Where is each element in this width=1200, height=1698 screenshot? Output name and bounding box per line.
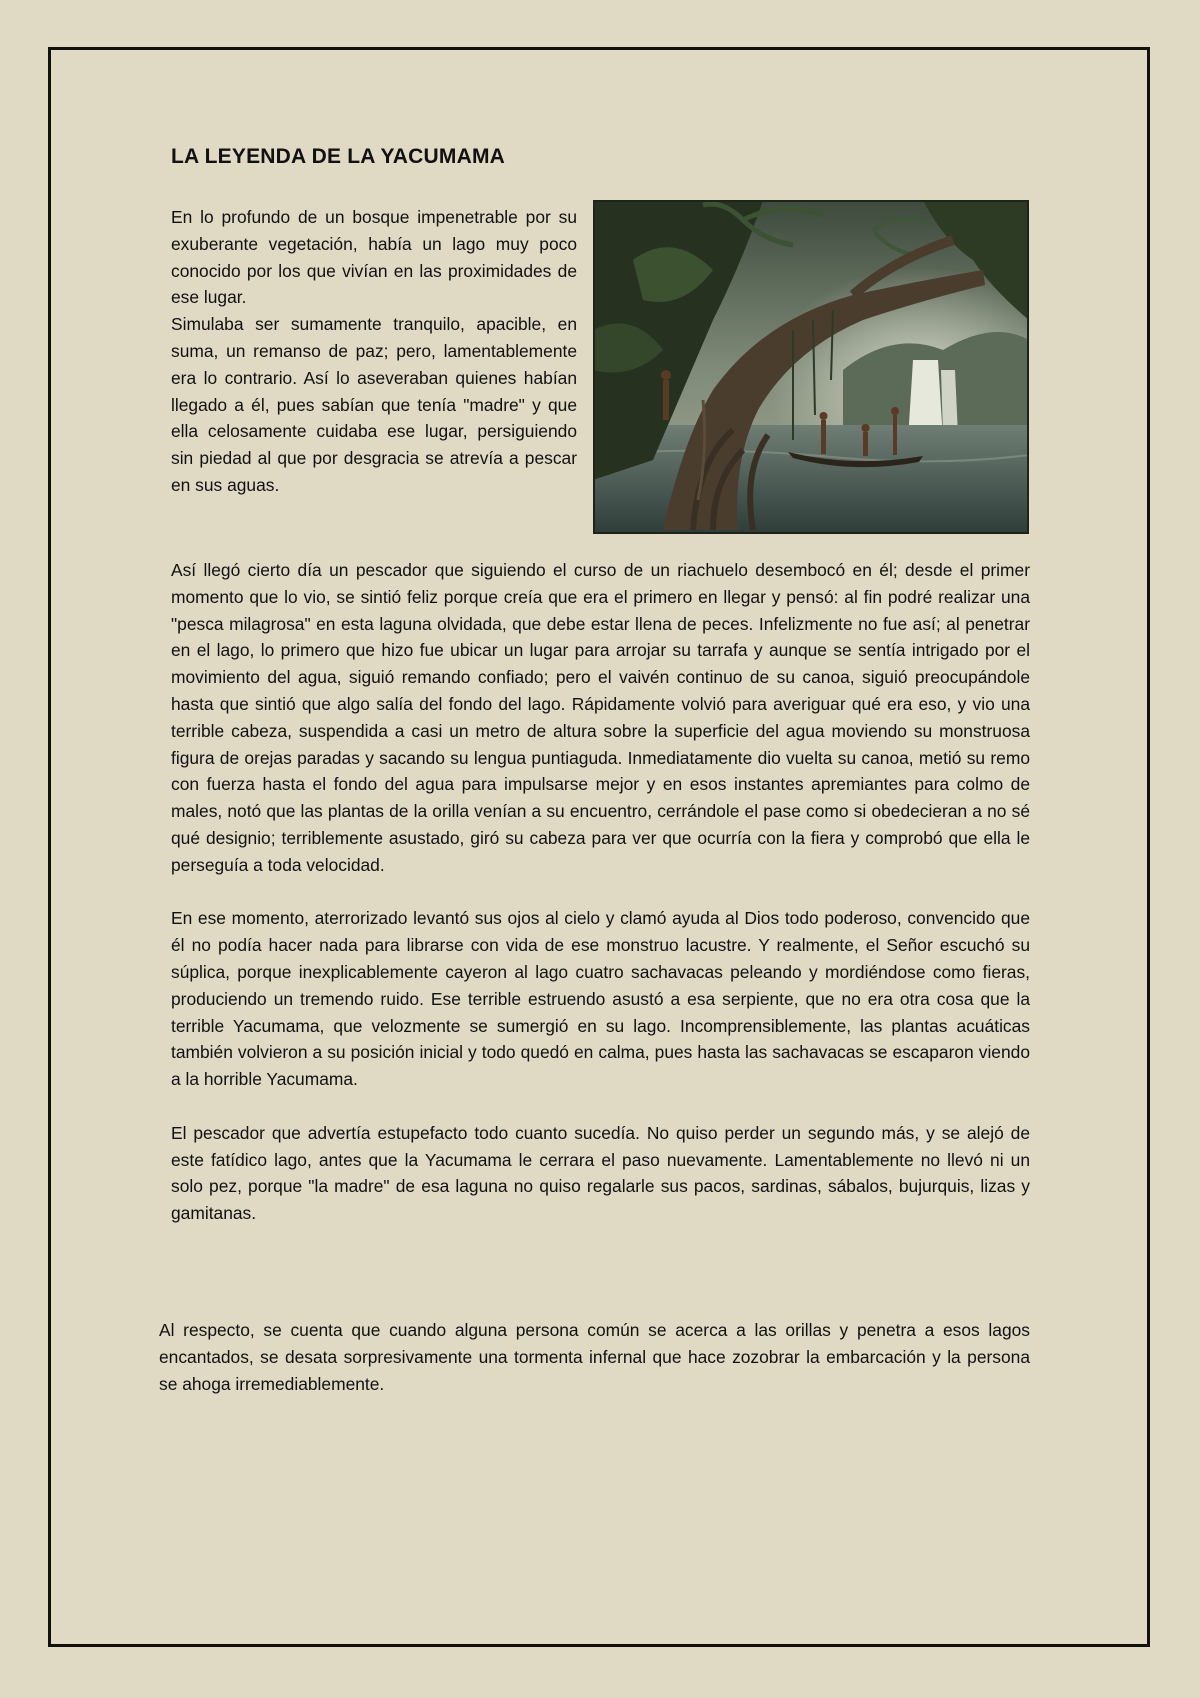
story-paragraph: Así llegó cierto día un pescador que siguiendo el curso de un riachuelo desembocó en él; desde el primer momento que lo vio, se sintió feliz porque creía que era el primero en llegar y pensó: al fin podré realizar una "pesca milagrosa" en esta laguna olvidada, que debe estar llena de peces. Infelizmente no fue así; al penetrar en el lago, lo primero que hizo fue ubicar un lugar para arrojar su tarrafa y aunque se sentía intrigado por el movimiento del agua, siguió remando confiado; pero el vaivén continuo de su canoa, siguió preocupándole hasta que sintió que algo salía del fondo del lago. Rápidamente volvió para averiguar qué era eso, y vio una terrible cabeza, suspendida a casi un metro de altura sobre la superficie del agua moviendo su monstruosa figura de orejas paradas y sacando su lengua puntiaguda. Inmediatamente dio vuelta su canoa, metió su remo con fuerza hasta el fondo del agua para impulsarse mejor y en esos instantes apremiantes para colmo de males, notó que las plantas de la orilla venían a su encuentro, cerrándole el pase como si obedecieran a no sé qué designio; terriblemente asustado, giró su cabeza para ver que ocurría con la fiera y comprobó que ella le perseguía a toda velocidad.: [171, 560, 1030, 875]
jungle-lake-illustration: [593, 200, 1029, 534]
jungle-lake-painting: [593, 200, 1029, 534]
story-paragraph: En ese momento, aterrorizado levantó sus ojos al cielo y clamó ayuda al Dios todo poderoso, convencido que él no podía hacer nada para librarse con vida de ese monstruo lacustre. Y realmente, el Señor escuchó su súplica, porque inexplicablemente cayeron al lago cuatro sachavacas peleando y mordiéndose como fieras, produciendo un tremendo ruido. Ese terrible estruendo asustó a esa serpiente, que no era otra cosa que la terrible Yacumama, que velozmente se sumergió en su lago. Incomprensiblemente, las plantas acuáticas también volvieron a su posición inicial y todo quedó en calma, pues hasta las sachavacas se escaparon viendo a la horrible Yacumama.: [171, 908, 1030, 1090]
story-body: [171, 557, 1030, 1227]
closing-paragraph: Al respecto, se cuenta que cuando alguna persona común se acerca a las orillas y penetra a esos lagos encantados, se desata sorpresivamente una tormenta infernal que hace zozobrar la embarcación y la persona se ahoga irremediablemente.: [159, 1320, 1030, 1394]
story-paragraph: El pescador que advertía estupefacto todo cuanto sucedía. No quiso perder un segundo más, y se alejó de este fatídico lago, antes que la Yacumama le cerrara el paso nuevamente. Lamentablemente no llevó ni un solo pez, porque "la madre" de esa laguna no quiso regalarle sus pacos, sardinas, sábalos, bujurquis, lizas y gamitanas.: [171, 1122, 1030, 1224]
closing-text-block: [159, 1317, 1030, 1397]
intro-paragraph: Simulaba ser sumamente tranquilo, apacible, en suma, un remanso de paz; pero, lamentablemente era lo contrario. Así lo aseveraban quienes habían llegado a él, pues sabían que tenía "madre" y que ella celosamente cuidaba ese lugar, persiguiendo sin piedad al que por desgracia se atrevía a pescar en sus aguas.: [171, 314, 577, 495]
intro-paragraph: En lo profundo de un bosque impenetrable por su exuberante vegetación, había un lago muy poco conocido por los que vivían en las proximidades de ese lugar.: [171, 207, 577, 308]
intro-text-block: [171, 204, 577, 499]
document-title: LA LEYENDA DE LA YACUMAMA: [171, 145, 506, 168]
